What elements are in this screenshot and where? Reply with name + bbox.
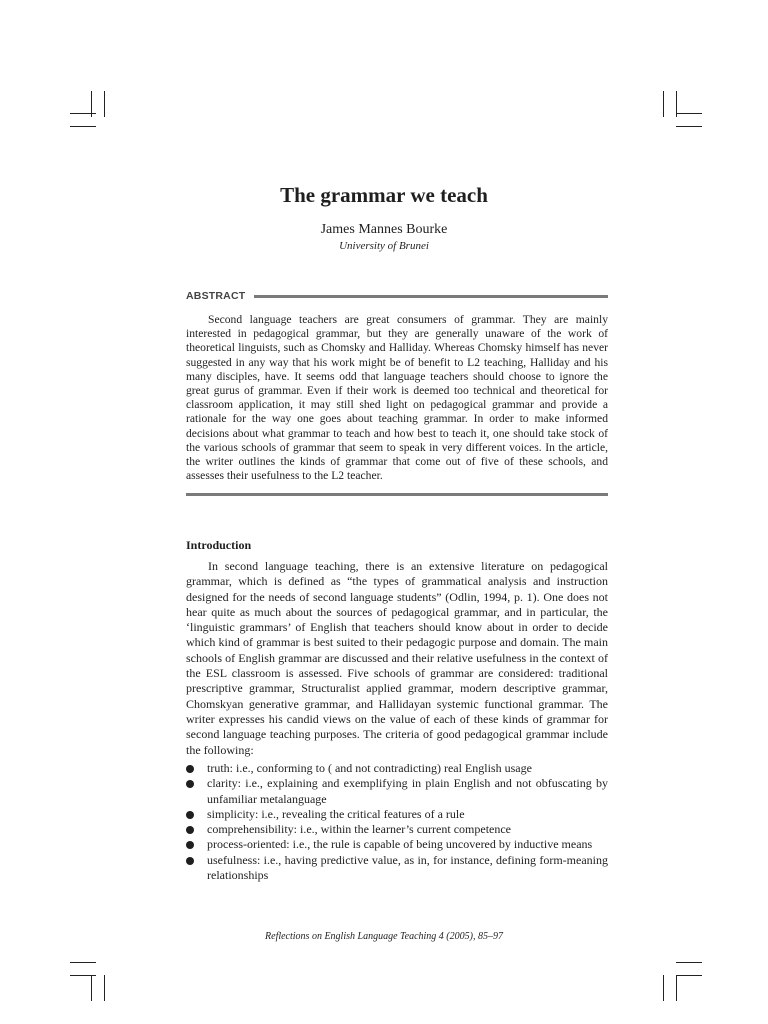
crop-mark	[663, 91, 664, 117]
author-affiliation: University of Brunei	[339, 240, 429, 252]
crop-mark	[91, 975, 92, 1001]
abstract-bottom-rule	[186, 493, 608, 496]
list-item	[186, 853, 608, 884]
list-item	[186, 761, 608, 776]
criteria-list	[186, 761, 608, 883]
bullet-icon	[186, 765, 194, 773]
introduction-text: In second language teaching, there is an extensive literature on pedagogical grammar, which is defined as “the types of grammatical analysis and instruction designed for the needs of second language students” (Odlin, 1994, p. 1). One does not hear quite as much about the sources of pedagogical grammar, and in particular, the ‘linguistic grammars’ of English that teachers should know about in order to decide which kind of grammar is best suited to their pedagogic purpose and domain. The main schools of English grammar are discussed and their relative usefulness in the context of the ESL classroom is assessed. Five schools of grammar are considered: traditional prescriptive grammar, Structuralist applied grammar, modern descriptive grammar, Chomskyan generative grammar, and Hallidayan systemic functional grammar. The writer expresses his candid views on the value of each of these kinds of grammar for second language teaching purposes. The criteria of good pedagogical grammar include the following:	[186, 559, 608, 757]
bullet-icon	[186, 780, 194, 788]
crop-mark	[70, 113, 96, 114]
list-item-text: simplicity: i.e., revealing the critical features of a rule	[207, 806, 465, 821]
abstract-rule	[254, 295, 608, 298]
bullet-icon	[186, 811, 194, 819]
list-item	[186, 822, 608, 837]
crop-mark	[676, 975, 677, 1001]
crop-mark	[104, 91, 105, 117]
abstract-text: Second language teachers are great consumers of grammar. They are mainly interested in pedagogical grammar, but they are generally unaware of the work of theoretical linguists, such as Chomsky and Halliday. Whereas Chomsky himself has never suggested in any way that his work might be of benefit to L2 teaching, Halliday and his many disciples, have. It seems odd that language teachers should choose to ignore the great gurus of grammar. Even if their work is deemed too technical and theoretical for classroom application, it may still shed light on pedagogical grammar and provide a rationale for the way one goes about teaching grammar. In order to make informed decisions about what grammar to teach and how best to teach it, one should take stock of the various schools of grammar that seem to speak in very different voices. In the article, the writer outlines the kinds of grammar that come out of five of these schools, and assesses their usefulness to the L2 teacher.	[186, 313, 608, 483]
bullet-icon	[186, 826, 194, 834]
crop-mark	[676, 962, 702, 963]
bullet-icon	[186, 841, 194, 849]
list-item	[186, 807, 608, 822]
journal-citation: Reflections on English Language Teaching 4 (2005), 85–97	[265, 931, 503, 942]
list-item	[186, 776, 608, 807]
paper-title: The grammar we teach	[280, 183, 488, 207]
crop-mark	[676, 113, 702, 114]
list-item-text: comprehensibility: i.e., within the learner’s current competence	[207, 822, 512, 837]
section-heading-introduction: Introduction	[186, 538, 252, 552]
bullet-icon	[186, 857, 194, 865]
list-item-text: clarity: i.e., explaining and exemplifying in plain English and not obfuscating by unfamiliar metalanguage	[207, 776, 608, 806]
abstract-header	[186, 290, 608, 304]
crop-mark	[70, 962, 96, 963]
crop-mark	[676, 975, 702, 976]
list-item-text: process-oriented: i.e., the rule is capable of being uncovered by inductive means	[207, 837, 593, 852]
crop-mark	[676, 126, 702, 127]
crop-mark	[663, 975, 664, 1001]
list-item-text: usefulness: i.e., having predictive value, as in, for instance, defining form-meaning relationships	[207, 852, 608, 883]
list-item	[186, 837, 608, 852]
paper-author: James Mannes Bourke	[320, 222, 448, 237]
crop-mark	[104, 975, 105, 1001]
crop-mark	[70, 126, 96, 127]
list-item-text: truth: i.e., conforming to ( and not contradicting) real English usage	[207, 761, 532, 775]
crop-mark	[70, 975, 96, 976]
abstract-label: ABSTRACT	[186, 290, 246, 302]
